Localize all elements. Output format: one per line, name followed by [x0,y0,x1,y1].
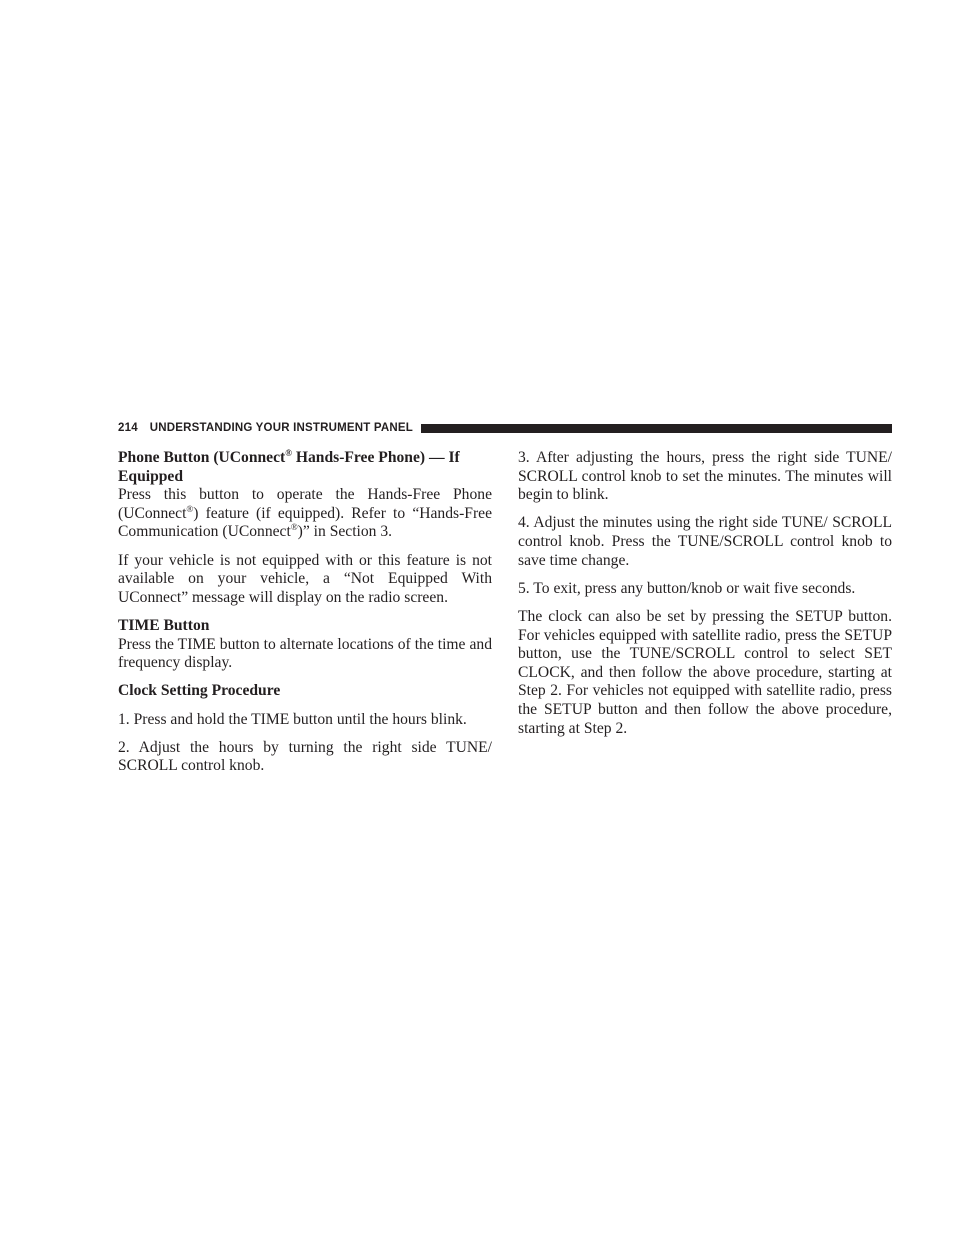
page-header [118,420,892,436]
step-5: 5. To exit, press any button/knob or wait five seconds. [518,579,856,597]
phone-button-paragraph-2: If your vehicle is not equipped with or this feature is not available on your vehicle, a “Not Equipped With UConnect” message will display on the radio screen. [118,551,492,606]
step-2: 2. Adjust the hours by turning the right side TUNE/ SCROLL control knob. [118,738,492,775]
page-number: 214 [118,422,138,434]
clock-setting-heading: Clock Setting Procedure [118,682,281,700]
step-1: 1. Press and hold the TIME button until the hours blink. [118,710,467,728]
time-button-paragraph: Press the TIME button to alternate locations of the time and frequency display. [118,635,492,672]
setup-paragraph: The clock can also be set by pressing the SETUP button. For vehicles equipped with satellite radio, press the SETUP button, use the TUNE/SCROLL control to select SET CLOCK, and then follow the above procedure, starting at Step 2. For vehicles not equipped with satellite radio, press the SETUP button and then follow the above procedure, starting at Step 2. [518,607,892,737]
step-3: 3. After adjusting the hours, press the right side TUNE/ SCROLL control knob to set the minutes. The minutes will begin to blink. [518,449,892,504]
section-title: UNDERSTANDING YOUR INSTRUMENT PANEL [149,422,413,434]
step-4: 4. Adjust the minutes using the right side TUNE/ SCROLL control knob. Press the TUNE/SCROLL control knob to save time change. [518,514,892,569]
left-column [118,449,492,785]
right-column [518,449,892,748]
header-rule [421,424,892,433]
phone-button-paragraph-1: Press this button to operate the Hands-Free Phone (UConnect®) feature (if equipped). Refer to “Hands-Free Communication (UConnect®)” in Section 3. [118,486,492,541]
time-button-heading: TIME Button [118,616,210,634]
phone-button-heading: Phone Button (UConnect® Hands-Free Phone) — If Equipped [118,448,460,485]
